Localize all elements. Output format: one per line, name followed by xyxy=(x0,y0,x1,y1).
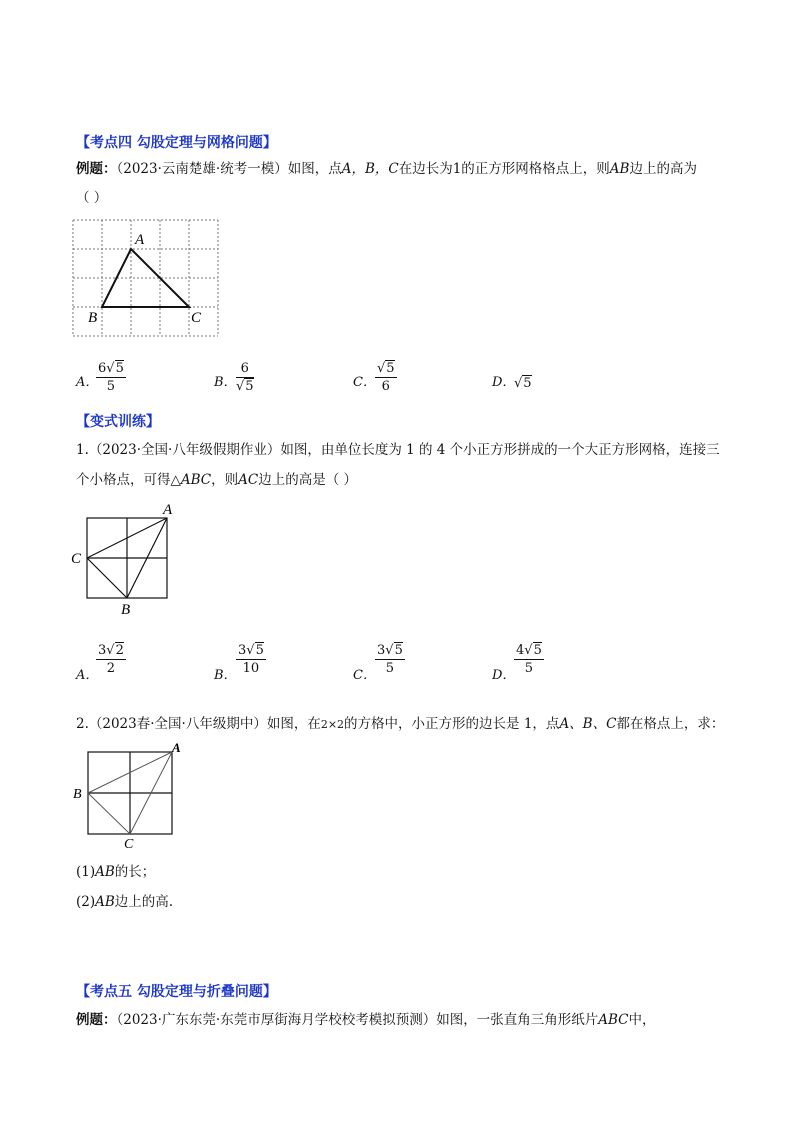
option-a-value: $\frac{6√5}{5}$ xyxy=(98,361,124,394)
q1-line2: 个小格点，可得△ABC，则AC边上的高是（ ） xyxy=(76,472,358,488)
label-a: A xyxy=(135,232,145,248)
practice-heading: 【变式训练】 xyxy=(76,414,160,430)
q1-option-c-value: $\frac{3√5}{5}$ xyxy=(377,643,403,676)
option-c-value: $\frac{√5}{6}$ xyxy=(377,361,395,394)
example-text: 的正方形网格格点上，则 xyxy=(461,161,610,177)
grid-figure-2 xyxy=(66,500,186,618)
option-d-letter: D． xyxy=(492,375,516,390)
example-var: AB xyxy=(609,161,630,177)
q1-option-a-letter: A． xyxy=(76,668,99,683)
label-c: C xyxy=(191,310,202,326)
option-d-value: √5 xyxy=(514,376,532,391)
q1-option-d-value: $\frac{4√5}{5}$ xyxy=(516,643,542,676)
label-a: A xyxy=(172,740,181,755)
q2-line1: 2.（2023春·全国·八年级期中）如图，在2×2的方格中，小正方形的边长是 1，点A、B、C都在格点上，求： xyxy=(76,716,725,732)
example-label: 例题： xyxy=(76,161,117,177)
section5-example: 例题：（2023·广东东莞·东莞市厚街海月学校校考模拟预测）如图，一张直角三角形纸片ABC中， xyxy=(76,1012,656,1028)
q1-option-b-letter: B． xyxy=(214,668,237,683)
label-a: A xyxy=(163,502,173,518)
example-text: 在边长为 xyxy=(398,161,453,177)
q1-option-c-letter: C． xyxy=(353,668,376,683)
label-b: B xyxy=(88,310,98,326)
example-var: A，B，C xyxy=(341,161,399,177)
example-text: （2023·云南楚雄·统考一模）如图，点 xyxy=(116,161,342,177)
example-text: 边上的高为 xyxy=(629,161,697,177)
option-a-letter: A． xyxy=(76,375,99,390)
section4-example xyxy=(76,159,697,179)
label-c: C xyxy=(124,837,134,852)
q1-line1: 1.（2023·全国·八年级假期作业）如图，由单位长度为 1 的 4 个小正方形拼成的一个大正方形网格，连接三 xyxy=(76,442,720,458)
section4-heading: 【考点四 勾股定理与网格问题】 xyxy=(76,135,277,151)
option-b-value: $\frac{6}{√5}$ xyxy=(236,361,254,394)
section4-paren: （ ） xyxy=(76,190,108,206)
grid-figure-1 xyxy=(68,212,228,342)
q1-option-d-letter: D． xyxy=(492,668,516,683)
grid-figure-3 xyxy=(70,738,190,856)
option-c-letter: C． xyxy=(353,375,376,390)
label-c: C xyxy=(71,551,82,567)
q2-sub2: (2)AB边上的高. xyxy=(76,894,174,910)
q1-option-a-value: $\frac{3√2}{2}$ xyxy=(98,643,124,676)
q2-sub1: (1)AB的长； xyxy=(76,864,156,880)
q1-option-b-value: $\frac{3√5}{10}$ xyxy=(238,643,264,676)
label-b: B xyxy=(73,787,82,802)
label-b: B xyxy=(121,602,131,618)
example-var: 1 xyxy=(452,161,462,177)
option-b-letter: B． xyxy=(214,375,237,390)
section5-heading: 【考点五 勾股定理与折叠问题】 xyxy=(76,984,277,1000)
